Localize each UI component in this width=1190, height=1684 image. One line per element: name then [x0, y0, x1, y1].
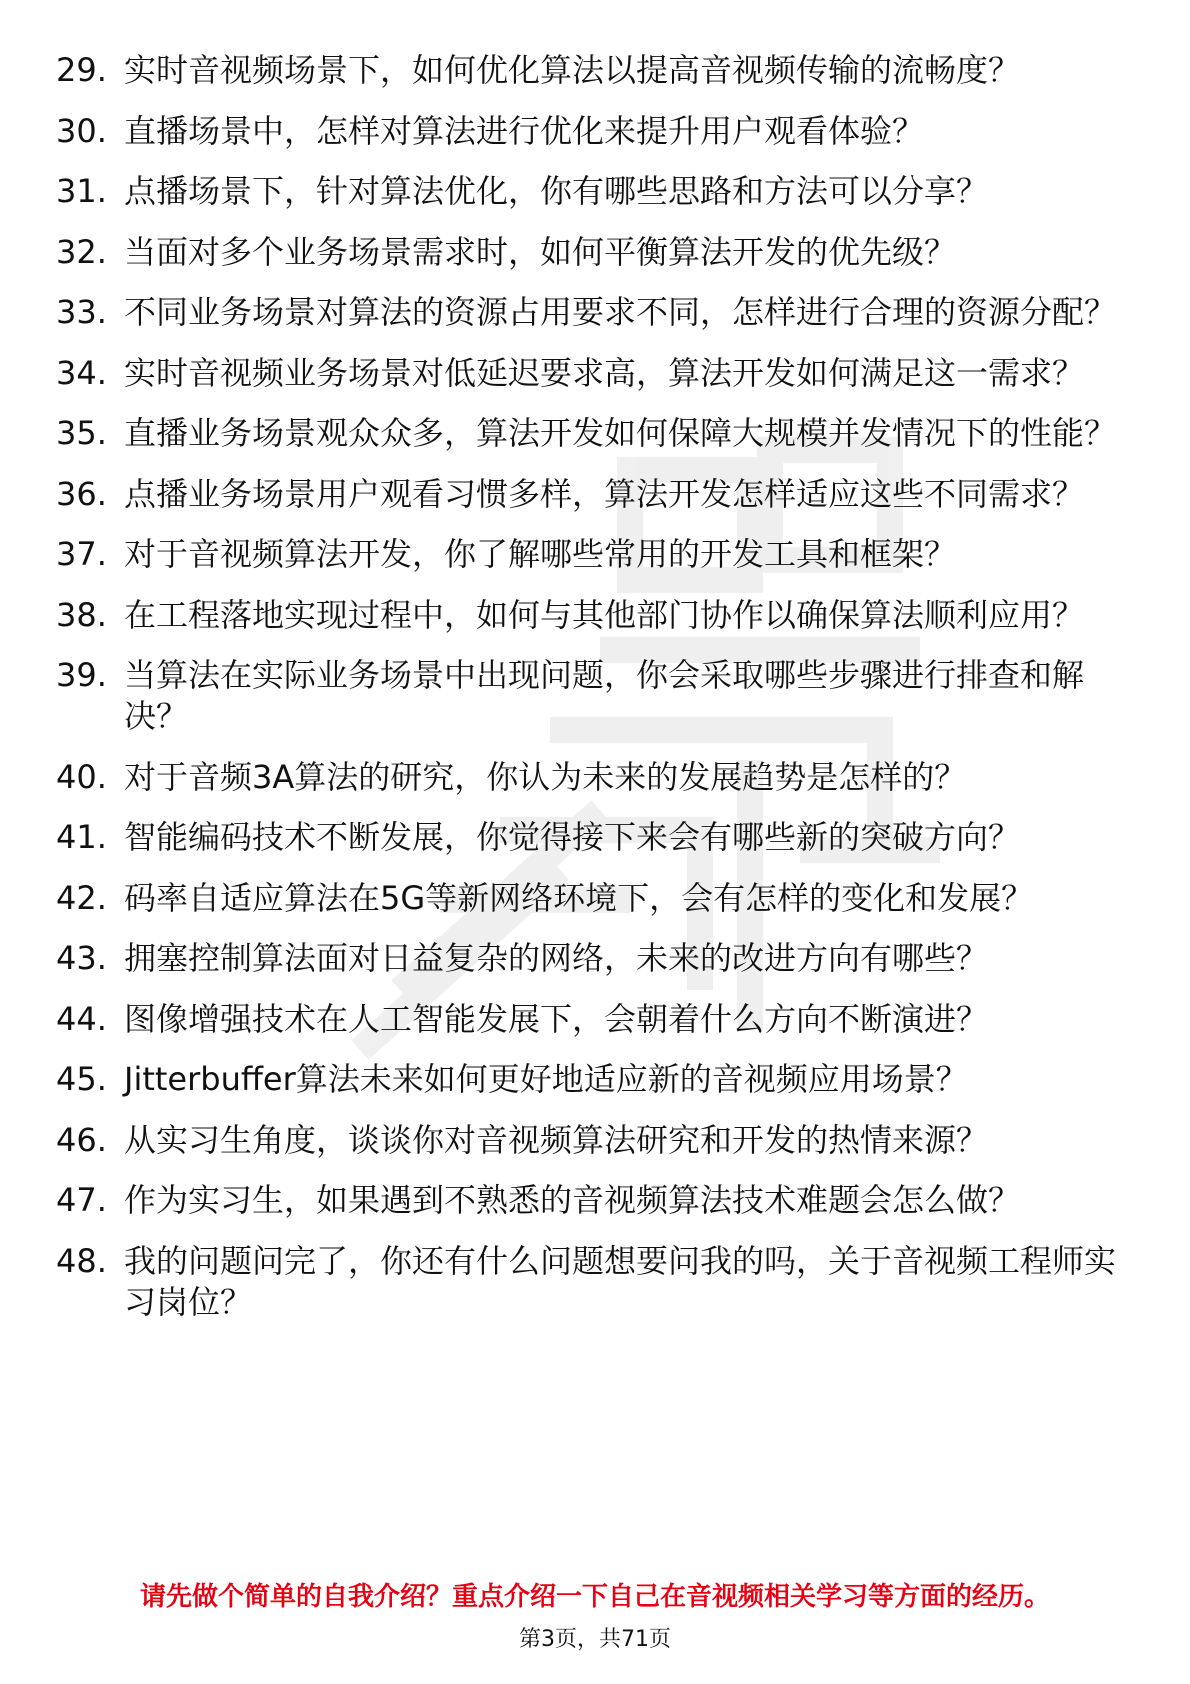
question-text: 在工程落地实现过程中，如何与其他部门协作以确保算法顺利应用？	[124, 595, 1085, 634]
list-item	[56, 757, 1116, 798]
question-number: 35.	[56, 414, 107, 452]
question-number: 36.	[56, 474, 107, 513]
list-item	[56, 232, 1116, 273]
question-number: 39.	[56, 656, 107, 694]
question-number: 45.	[56, 1060, 107, 1098]
question-text: 我的问题问完了，你还有什么问题想要问我的吗，关于音视频工程师实习岗位？	[124, 1241, 1117, 1321]
question-number: 40.	[56, 757, 107, 796]
question-text: 拥塞控制算法面对日益复杂的网络，未来的改进方向有哪些？	[124, 939, 989, 977]
question-text: Jitterbuffer算法未来如何更好地适应新的音视频应用场景？	[124, 1060, 968, 1098]
question-text: 实时音视频业务场景对低延迟要求高，算法开发如何满足这一需求？	[124, 353, 1085, 392]
question-number: 32.	[56, 232, 107, 271]
question-number: 48.	[56, 1241, 107, 1280]
question-number: 47.	[56, 1181, 107, 1219]
footer-note: 请先做个简单的自我介绍？重点介绍一下自己在音视频相关学习等方面的经历。	[139, 1582, 1050, 1612]
question-number: 31.	[56, 172, 107, 210]
question-text: 对于音频3A算法的研究，你认为未来的发展趋势是怎样的？	[124, 757, 967, 796]
list-item	[56, 534, 1116, 575]
list-item	[56, 292, 1116, 333]
question-number: 38.	[56, 595, 107, 634]
list-item	[56, 474, 1116, 515]
question-text: 对于音视频算法开发，你了解哪些常用的开发工具和框架？	[124, 535, 957, 573]
list-item	[56, 878, 1116, 919]
list-item	[56, 353, 1116, 394]
question-number: 37.	[56, 535, 107, 573]
question-number: 42.	[56, 878, 107, 917]
list-item	[56, 1059, 1116, 1100]
question-number: 41.	[56, 818, 107, 856]
question-number: 33.	[56, 293, 107, 331]
question-text: 从实习生角度，谈谈你对音视频算法研究和开发的热情来源？	[124, 1120, 989, 1159]
list-item	[56, 50, 1116, 91]
list-item	[56, 1180, 1116, 1221]
question-number: 44.	[56, 999, 107, 1038]
list-item	[56, 171, 1116, 212]
list-item	[56, 111, 1116, 152]
question-number: 30.	[56, 111, 107, 150]
question-text: 不同业务场景对算法的资源占用要求不同，怎样进行合理的资源分配？	[124, 293, 1117, 331]
question-number: 34.	[56, 353, 107, 392]
question-text: 直播场景中，怎样对算法进行优化来提升用户观看体验？	[124, 111, 925, 150]
question-list	[56, 50, 1116, 1342]
list-item	[56, 413, 1116, 454]
question-text: 当算法在实际业务场景中出现问题，你会采取哪些步骤进行排查和解决？	[124, 656, 1085, 735]
question-text: 当面对多个业务场景需求时，如何平衡算法开发的优先级？	[124, 232, 957, 271]
list-item	[56, 999, 1116, 1040]
question-text: 作为实习生，如果遇到不熟悉的音视频算法技术难题会怎么做？	[124, 1181, 1021, 1219]
list-item	[56, 655, 1116, 737]
list-item	[56, 595, 1116, 636]
question-text: 点播场景下，针对算法优化，你有哪些思路和方法可以分享？	[124, 172, 989, 210]
question-number: 29.	[56, 51, 107, 89]
question-number: 43.	[56, 939, 107, 977]
list-item	[56, 1241, 1116, 1323]
question-text: 点播业务场景用户观看习惯多样，算法开发怎样适应这些不同需求？	[124, 474, 1085, 513]
question-text: 直播业务场景观众众多，算法开发如何保障大规模并发情况下的性能？	[124, 414, 1117, 452]
question-text: 智能编码技术不断发展，你觉得接下来会有哪些新的突破方向？	[124, 818, 1021, 856]
list-item	[56, 817, 1116, 858]
question-text: 码率自适应算法在5G等新网络环境下，会有怎样的变化和发展？	[124, 878, 1034, 917]
question-text: 实时音视频场景下，如何优化算法以提高音视频传输的流畅度？	[124, 51, 1021, 89]
question-text: 图像增强技术在人工智能发展下，会朝着什么方向不断演进？	[124, 999, 989, 1038]
list-item	[56, 938, 1116, 979]
list-item	[56, 1120, 1116, 1161]
page-number: 第3页，共71页	[519, 1627, 671, 1652]
question-number: 46.	[56, 1120, 107, 1159]
